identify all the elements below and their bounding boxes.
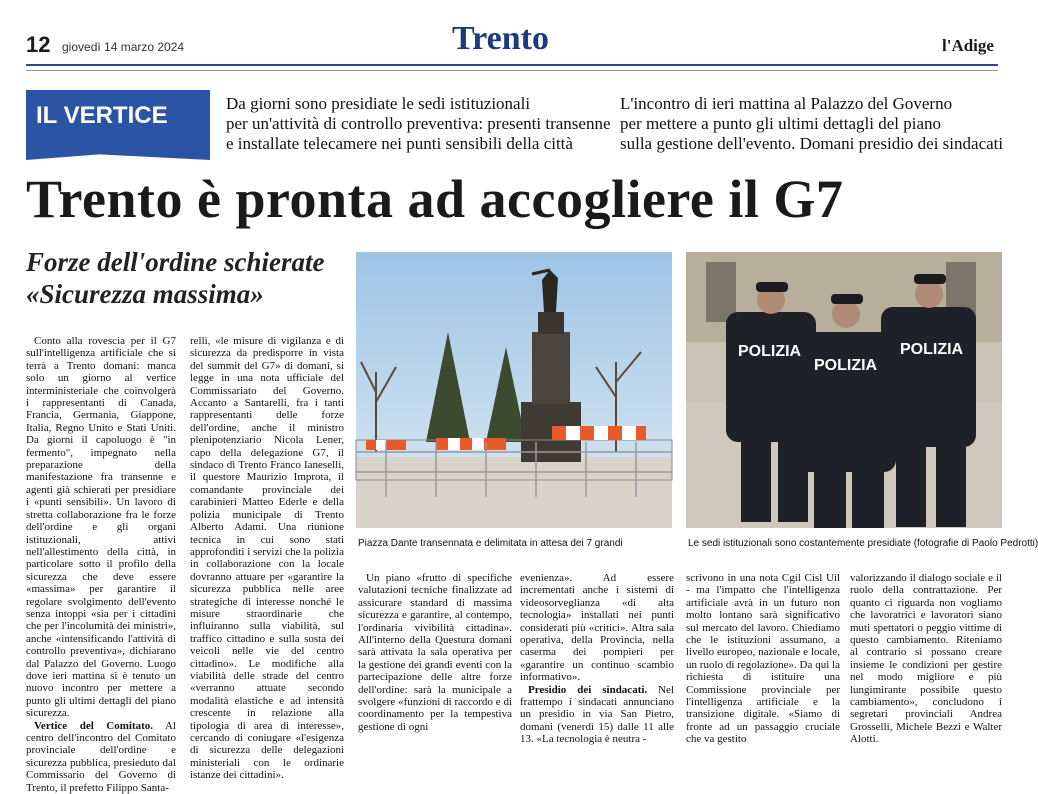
paragraph: valorizzando il dialogo sociale e il ruolo della contrattazione. Per quanto ci riguarda non vogliamo che lavoratrici e lavoratori siano muti spettatori o peggio vittime di questo cambiamento. Riteniamo al contrario si possano creare insieme le condizioni per gestire nel modo migliore e più lungimirante possibile questo cambiamento», concludono i segretari provinciali Andrea Grosselli, Michele Bezzi e Walter Alotti. (850, 572, 1002, 746)
section-title: Trento (452, 20, 549, 57)
header-rule (26, 64, 998, 66)
article-column-2 (190, 335, 344, 782)
deck-line: e installate telecamere nei punti sensibili della città (226, 134, 573, 153)
badge-label: IL VERTICE (36, 102, 168, 129)
photo-police (686, 252, 1002, 528)
vest-label: POLIZIA (738, 343, 802, 360)
deck-line: sulla gestione dell'evento. Domani presidio dei sindacati (620, 134, 1004, 153)
photo-piazza-dante (356, 252, 672, 528)
subsection-lead: Presidio dei sindacati. (528, 683, 648, 696)
deck-line: Da giorni sono presidiate le sedi istituzionali (226, 94, 531, 113)
deck-right (620, 94, 1010, 154)
deck-left (226, 94, 616, 154)
deck-line: L'incontro di ieri mattina al Palazzo del Governo (620, 94, 953, 113)
paragraph: evenienza». Ad essere incrementati anche i sistemi di videosorveglianza «di alta tecnologia» installati nei punti considerati più «critici». Altra sala operativa, della Provincia, nella caserma dei pompieri per «garantire un continuo scambio informativo». (520, 572, 674, 684)
deck-line: per un'attività di controllo preventiva: presenti transenne (226, 114, 611, 133)
subheadline (26, 246, 356, 310)
section-badge (26, 90, 210, 152)
header-rule-thin (26, 70, 998, 71)
paragraph: Un piano «frutto di specifiche valutazioni tecniche finalizzate ad assicurare standard di massima sicurezza e garantire, al contempo, l'ordinaria vivibilità cittadina». All'interno della Questura domani sarà attivata la sala operativa per la gestione dei grandi eventi con la partecipazione delle altre forze dell'ordine: sarà la municipale a svolgere «funzioni di raccordo e di coordinamento per la tempestiva gestione di ogni (358, 572, 512, 733)
police-photo (686, 252, 1002, 528)
paragraph-text: Al centro dell'incontro del Comitato provinciale dell'ordine e sicurezza pubblica, presieduto dal Commissario del Governo di Trento, il prefetto Filippo Santa- (26, 719, 176, 794)
article-column-5 (686, 572, 840, 746)
vest-label: POLIZIA (814, 357, 878, 374)
headline: Trento è pronta ad accogliere il G7 (26, 169, 844, 229)
page-number: 12 (26, 32, 51, 57)
paragraph (520, 684, 674, 746)
deck-line: per mettere a punto gli ultimi dettagli del piano (620, 114, 942, 133)
subhead-line: Forze dell'ordine schierate (26, 247, 325, 277)
article-column-4 (520, 572, 674, 746)
paragraph (26, 720, 176, 794)
photo-caption-right: Le sedi istituzionali sono costantemente presidiate (fotografie di Paolo Pedrotti) (688, 538, 1038, 549)
subsection-lead: Vertice del Comitato. (34, 719, 154, 732)
article-column-1 (26, 335, 176, 794)
issue-date: giovedì 14 marzo 2024 (62, 40, 185, 54)
subhead-line: «Sicurezza massima» (26, 279, 264, 309)
photo-caption-left: Piazza Dante transennata e delimitata in attesa dei 7 grandi (358, 538, 623, 549)
paragraph: Conto alla rovescia per il G7 sull'intelligenza artificiale che si terrà a Trento domani: manca solo un giorno al vertice interministeriale che coinvolgerà i rappresentanti di Canada, Francia, Germania, Giappone, Italia, Regno Unito e Stati Uniti. Da giorni il capoluogo è "in fermento", impegnato nella preparazione della manifestazione fra transenne e agenti già schierati per presidiare i «punti sensibili». Un lavoro di stretta collaborazione fra le forze dell'ordine e gli organi istituzionali, attivi nell'allestimento della città, in particolare sotto il profilo della sicurezza che deve essere «massima» per garantire il regolare svolgimento dell'evento senza intoppi «sia per i cittadini che per l'incolumità dei ministri», anche «intensificando l'attività di controllo preventiva», dichiarano dal Palazzo del Governo. Luogo dove ieri mattina si è tenuto un nuovo incontro per mettere a punto gli ultimi dettagli del piano sicurezza. (26, 335, 176, 720)
newspaper-logo: l'Adige (942, 36, 994, 55)
vest-label: POLIZIA (900, 341, 964, 358)
paragraph: scrivono in una nota Cgil Cisl Uil - ma l'impatto che l'intelligenza artificiale avrà in un futuro non molto lontano sarà significativo sul mercato del lavoro. Chiediamo che le istituzioni assumano, a livello europeo, nazionale e locale, un ruolo di regolazione». Da qui la richiesta di istituire una Commissione provinciale per l'intelligenza artificiale e la transizione digitale. «Siamo di fronte ad un passaggio cruciale che va gestito (686, 572, 840, 746)
paragraph-text: Nel frattempo i sindacati annunciano un presidio in via San Pietro, domani (venerdì 15) dalle 11 alle 13. «La tecnologia è neutra - (520, 683, 674, 746)
article-column-3 (358, 572, 512, 738)
monument-photo (356, 252, 672, 528)
paragraph: relli, «le misure di vigilanza e di sicurezza da predisporre in vista del summit del G7» di domani, si legge in una nota ufficiale del Commissariato del Governo. Accanto a Santarelli, fra i tanti rappresentanti delle forze dell'ordine, anche il ministro plenipotenziario Nicola Lener, capo della delegazione G7, il sindaco di Trento Franco Ianeselli, il questore Maurizio Improta, il comandante provinciale dei carabinieri Matteo Ederle e della polizia municipale di Trento Alberto Adami. Una riunione tecnica in cui sono stati approfonditi i servizi che la polizia in collaborazione con la locale dovranno attuare per «garantire la sicurezza pubblica nelle aree strategiche di interesse nonché le misure straordinarie che influiranno sulla viabilità, sul traffico cittadino e sulla sosta dei veicoli nelle vie del centro cittadino». Le modifiche alla viabilità delle strade del centro «verranno attuate secondo modalità elastiche e ad intensità crescente in relazione alla tipologia di area di interesse», cercando di coniugare «l'esigenza di sicurezza delle delegazioni ministeriali con le ordinarie istanze dei cittadini». (190, 335, 344, 782)
article-column-6 (850, 572, 1002, 746)
